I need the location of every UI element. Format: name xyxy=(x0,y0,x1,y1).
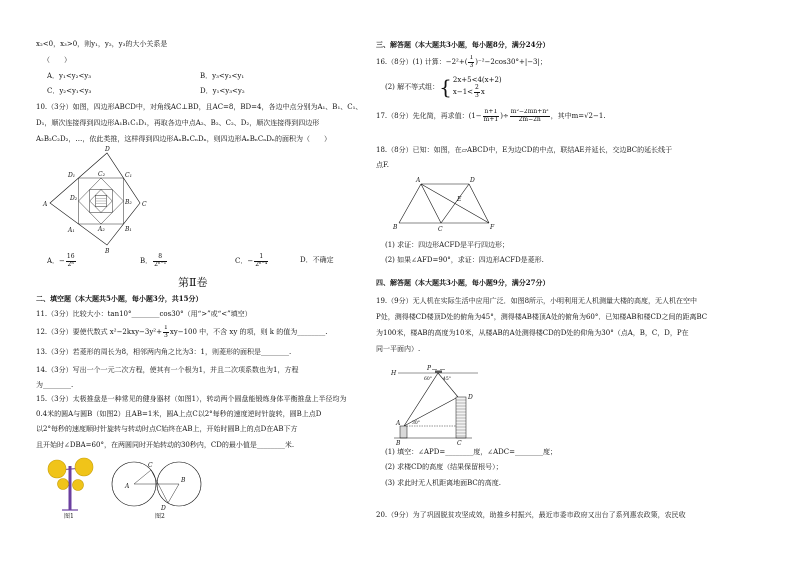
sightline-pa xyxy=(404,373,438,426)
segment-cd xyxy=(151,470,168,503)
q19-sub-3: (3) 求此时无人机距离地面BC的高度. xyxy=(385,479,501,487)
label-p: P xyxy=(427,365,432,372)
q18-sub-2: (2) 如果∠AFD=90°，求证：四边形ACFD是菱形. xyxy=(385,256,544,264)
fraction-numerator: 8 xyxy=(153,254,167,262)
q10-option-c xyxy=(235,253,269,269)
q19-line-2: P处，测得楼CD楼顶D处的俯角为45°，测得楼AB楼顶A处的俯角为60°．已知楼AB和楼CD之间的距离BC xyxy=(376,313,708,321)
fraction-denominator: 2ⁿ⁻¹ xyxy=(154,260,167,268)
fraction-denominator: 2ⁿ xyxy=(67,260,74,268)
q10-option-c-prefix: C．− xyxy=(235,257,254,265)
label-d: D xyxy=(105,146,110,153)
label-c: C xyxy=(457,440,462,447)
inequality-2-fraction xyxy=(474,85,480,99)
q9-option-b: B．y₃<y₂<y₁ xyxy=(200,72,245,80)
q16-part-1-before: 16.（8分）(1) 计算：−2²+( xyxy=(376,58,468,66)
label-d: D xyxy=(161,505,166,512)
figure-2-caption: 图2 xyxy=(155,513,165,520)
pusher-disk-left xyxy=(48,460,66,478)
building-ab xyxy=(400,426,407,438)
q17-before: 17.（8分）先化简，再求值：(1− xyxy=(376,112,482,120)
q19-sub-2: (2) 求楼CD的高度（结果保留根号）； xyxy=(385,463,503,471)
label-b: B xyxy=(105,248,110,255)
q9-option-d: D．y₁<y₃<y₂ xyxy=(200,87,245,95)
angle-30-label: 30° xyxy=(412,421,420,426)
q9-option-a: A．y₁<y₂<y₃ xyxy=(47,72,92,80)
q16-fraction xyxy=(468,55,474,69)
q10-figure xyxy=(38,144,150,256)
pusher-pole xyxy=(69,466,72,510)
label-f: F xyxy=(490,224,495,231)
label-d1: D₁ xyxy=(68,172,76,179)
fraction-denominator: 3 xyxy=(469,61,474,69)
q13: 13.（3分）若菱形的周长为8，相邻两内角之比为3：1，则菱形的面积是________. xyxy=(36,348,292,356)
q17-mid: )÷ xyxy=(500,112,509,120)
label-d2: D₂ xyxy=(70,195,78,202)
q10-option-b xyxy=(140,253,168,269)
figure-1-caption: 图1 xyxy=(64,513,74,520)
section-3-heading: 三、解答题（本大题共3小题，每小题8分，满分24分） xyxy=(376,40,550,49)
label-a2: A₂ xyxy=(98,226,105,233)
q14-line-2: 为________. xyxy=(36,381,74,389)
label-d: D xyxy=(470,177,475,184)
inequality-system xyxy=(439,75,502,99)
q18-line-1: 18.（8分）已知：如图，在▱ABCD中，E为边CD的中点，联结AE并延长，交边BC的延长线于 xyxy=(376,146,673,154)
fraction-denominator: 2m−2n xyxy=(518,115,541,123)
inequality-1: 2x+5<4(x+2) xyxy=(452,76,502,84)
fraction-numerator: n+1 xyxy=(484,109,498,115)
q9-answer-paren: （ ） xyxy=(43,56,71,64)
q9-option-c: C．y₂<y₁<y₃ xyxy=(47,87,92,95)
side-ab xyxy=(399,184,421,223)
q15-line-2: 0.4米的圆A与圆B（如图2）且AB=1米，圆A上点C以2°每秒的速度逆时针旋转，圆B上点D xyxy=(36,410,322,418)
angle-60-label: 60° xyxy=(424,377,432,382)
pusher-disk-lower-right xyxy=(73,480,84,491)
section-4-heading: 四、解答题（本大题共3小题，每小题9分，满分27分） xyxy=(376,278,550,287)
inequality-2-after: x xyxy=(480,88,485,96)
q19-line-3: 为100米，楼AB的高度为10米，从楼AB的A处测得楼CD的D处的仰角为30°（点A，B，C，D，P在 xyxy=(376,329,689,337)
fraction-numerator: m²−2mn+n² xyxy=(510,109,549,115)
fraction-denominator: 3 xyxy=(163,331,168,339)
fraction-numerator: 16 xyxy=(66,253,75,260)
q9-tail: x₂<0，x₃>0，则y₁，y₂，y₃的大小关系是 xyxy=(36,40,168,48)
q12-fraction xyxy=(163,325,169,339)
q16-part-2 xyxy=(385,74,764,100)
label-b: B xyxy=(396,440,401,447)
q12-text-after: xy−100 中，不含 xy 的项，则 k 的值为________. xyxy=(169,328,328,336)
q12-text-before: 12.（3分）要使代数式 x²−2kxy−3y²+ xyxy=(36,328,162,336)
inequality-2-before: x−1< xyxy=(452,88,474,96)
q10-option-a xyxy=(47,253,77,269)
label-c: C xyxy=(148,462,153,469)
q17-fraction-2 xyxy=(510,109,550,123)
two-circles-diagram xyxy=(112,462,201,512)
fraction-numerator: 1 xyxy=(254,254,268,262)
label-b1: B₁ xyxy=(125,226,132,233)
label-c1: C₁ xyxy=(125,172,132,179)
fraction-numerator: 2 xyxy=(475,84,479,91)
label-e: E xyxy=(457,196,462,203)
q15-line-4: 且开始时∠DBA=60°，在两圆同时开始转动的30秒内，CD的最小值是________米. xyxy=(36,441,295,449)
q17 xyxy=(376,109,764,124)
q16-part-2-label: (2) 解不等式组： xyxy=(385,83,440,91)
label-a: A xyxy=(125,483,130,490)
fraction-denominator: m+1 xyxy=(483,115,499,123)
q11: 11.（3分）比较大小：tan10°________cos30°（用“>”或“<”填空） xyxy=(36,310,252,318)
fraction-numerator: 1 xyxy=(163,325,168,331)
fraction-denominator: 3 xyxy=(475,91,479,99)
q17-fraction-1 xyxy=(483,109,500,123)
q14-line-1: 14.（3分）写出一个一元二次方程，使其有一个根为1，并且二次项系数也为1，方程 xyxy=(36,366,299,374)
q19-line-4: 同一平面内）. xyxy=(376,345,421,353)
drone-icon xyxy=(432,370,445,374)
q10-option-d: D．不确定 xyxy=(300,256,334,264)
q20-line-1: 20.（9分）为了巩固脱贫攻坚成效，助推乡村振兴，最近市委市政府又出台了系列惠农政策，农民收 xyxy=(376,511,686,519)
label-h: H xyxy=(391,370,397,377)
pusher-disk-lower-left xyxy=(58,479,69,490)
label-b: B xyxy=(393,224,398,231)
taiji-pusher-illustration xyxy=(48,458,93,510)
q18-line-2: 点F. xyxy=(376,161,389,169)
q10-option-a-prefix: A．− xyxy=(47,257,65,265)
q10-option-a-fraction xyxy=(66,254,76,268)
label-b: B xyxy=(181,477,186,484)
q16-part-1-after: )⁻²−2cos30°+|−3|； xyxy=(475,58,547,66)
q19-sub-1: (1) 填空：∠APD=________度，∠ADC=________度； xyxy=(385,448,558,456)
label-c: C xyxy=(142,201,147,208)
label-b2: B₂ xyxy=(125,199,132,206)
segment-ac xyxy=(134,470,151,484)
part-2-title: 第Ⅱ卷 xyxy=(178,276,208,289)
q16-part-1 xyxy=(376,55,764,70)
inequality-list xyxy=(453,75,502,99)
q10-line-1: 10.（3分）如图，四边形ABCD中，对角线AC⊥BD，且AC=8，BD=4，各边中点分别为A₁、B₁、C₁、 xyxy=(36,103,363,111)
pusher-disk-right xyxy=(75,458,93,476)
system-brace: { xyxy=(439,75,452,99)
q15-line-3: 以2°每秒的速度顺时针旋转与转动时点C始终在AB上，开始时圆B上的点D在AB下方 xyxy=(36,425,298,433)
section-2-heading: 二、填空题（本大题共5小题，每小题3分，共15分） xyxy=(36,294,203,303)
q10-line-2: D₁，顺次连接得到四边形A₁B₁C₁D₁，再取各边中点A₂、B₂、C₂、D₂，顺次连接得到四边形 xyxy=(36,119,320,127)
q19-line-1: 19.（9分）无人机在实际生活中应用广泛．如图8所示，小明利用无人机测量大楼的高度，无人机在空中 xyxy=(376,297,698,305)
label-a: A xyxy=(396,420,401,427)
q10-option-b-prefix: B． xyxy=(140,257,153,265)
q17-after: ，其中m=√2−1. xyxy=(550,112,606,120)
q15-figures xyxy=(38,455,208,515)
q18-sub-1: (1) 求证：四边形ACFD是平行四边形； xyxy=(385,241,510,249)
q15-line-1: 15.（3分）太极推盘是一种常见的健身器材（如图1），转动两个圆盘能锻炼身体平衡推盘上半径均为 xyxy=(36,395,347,403)
angle-45-label: 45° xyxy=(443,377,451,382)
fraction-denominator: 2ⁿ⁻⁴ xyxy=(255,260,268,268)
q18-figure xyxy=(390,175,500,237)
q19-figure xyxy=(388,361,484,448)
label-a: A xyxy=(416,177,421,184)
label-d: D xyxy=(468,394,473,401)
segment-bd xyxy=(168,484,179,503)
q12 xyxy=(36,325,366,340)
q10-option-b-fraction xyxy=(153,254,167,268)
label-c: C xyxy=(438,226,443,233)
label-a: A xyxy=(43,201,48,208)
label-c2: C₂ xyxy=(98,171,105,178)
label-a1: A₁ xyxy=(68,227,75,234)
q10-option-c-fraction xyxy=(254,254,268,268)
drone-body xyxy=(435,371,442,374)
inequality-2 xyxy=(453,85,502,99)
fraction-numerator: 1 xyxy=(469,55,474,61)
q10-line-3: A₂B₂C₂D₂，…，依此类推，这样得到四边形AₙBₙCₙDₙ，则四边形AₙBₙCₙDₙ的面积为（ ） xyxy=(36,135,331,143)
